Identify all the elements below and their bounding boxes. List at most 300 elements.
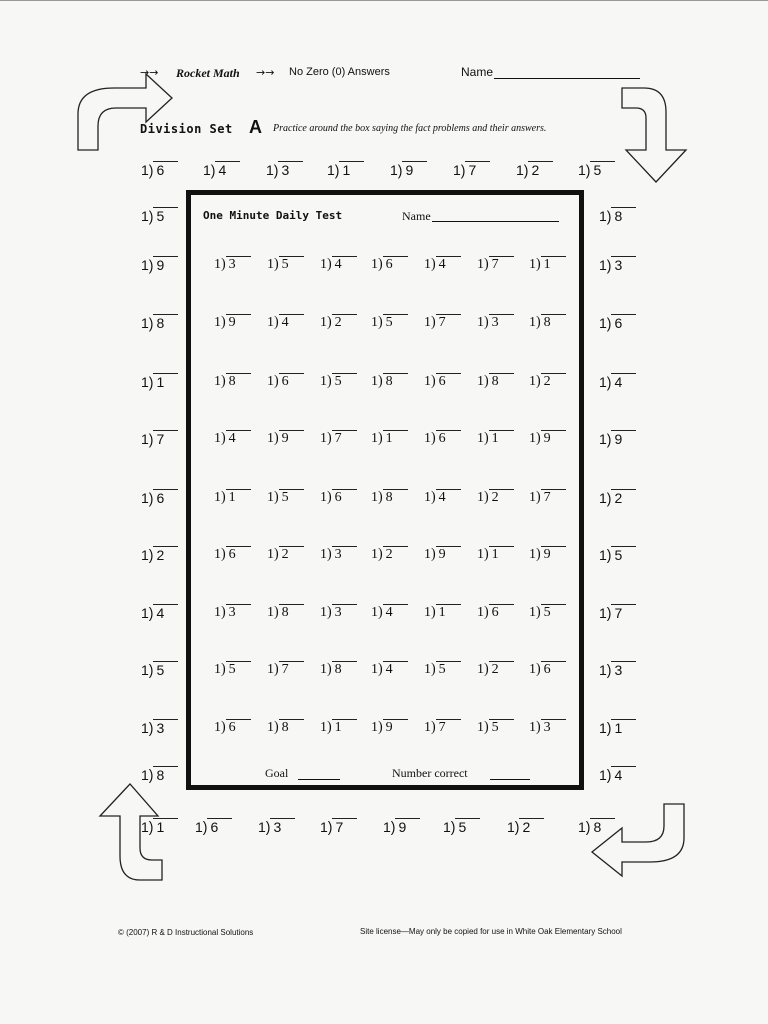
dividend: 1 [383, 430, 408, 447]
dividend: 8 [383, 373, 408, 390]
division-bracket: ) [378, 546, 383, 563]
problem-left [141, 204, 178, 224]
problem-right [599, 543, 636, 563]
dividend: 8 [226, 373, 251, 390]
test-problem [424, 370, 461, 390]
division-bracket: ) [327, 661, 332, 678]
number-correct-label: Number correct [392, 766, 468, 780]
dividend: 9 [402, 161, 427, 178]
division-bracket: ) [221, 314, 226, 331]
divisor: 1 [424, 605, 431, 620]
divisor: 1 [477, 720, 484, 735]
division-bracket: ) [536, 604, 541, 621]
dividend: 7 [279, 661, 304, 678]
division-bracket: ) [460, 161, 466, 179]
divisor: 1 [424, 257, 431, 272]
dividend: 7 [332, 818, 357, 835]
divisor: 1 [267, 720, 274, 735]
dividend: 7 [541, 489, 566, 506]
divisor: 1 [214, 257, 221, 272]
divisor: 1 [383, 819, 391, 835]
dividend: 5 [436, 661, 461, 678]
divisor: 1 [214, 374, 221, 389]
divisor: 1 [267, 257, 274, 272]
test-problem [214, 370, 251, 390]
division-bracket: ) [148, 604, 154, 622]
dividend: 6 [153, 161, 178, 178]
divisor: 1 [477, 662, 484, 677]
divisor: 1 [599, 547, 607, 563]
division-bracket: ) [484, 489, 489, 506]
division-bracket: ) [274, 546, 279, 563]
dividend: 1 [541, 256, 566, 273]
goal-field[interactable] [298, 779, 340, 780]
divisor: 1 [424, 720, 431, 735]
divisor: 1 [320, 257, 327, 272]
problem-bottom [258, 815, 295, 835]
divisor: 1 [267, 315, 274, 330]
division-bracket: ) [273, 161, 279, 179]
division-bracket: ) [274, 256, 279, 273]
dividend: 6 [436, 373, 461, 390]
division-bracket: ) [221, 256, 226, 273]
divisor: 1 [141, 490, 149, 506]
dividend: 6 [332, 489, 357, 506]
problem-bottom [507, 815, 544, 835]
division-bracket: ) [536, 489, 541, 506]
divisor: 1 [214, 547, 221, 562]
divisor: 1 [320, 819, 328, 835]
test-problem [477, 543, 514, 563]
problem-left [141, 763, 178, 783]
problem-left [141, 716, 178, 736]
division-bracket: ) [221, 430, 226, 447]
division-bracket: ) [536, 314, 541, 331]
dividend: 7 [332, 430, 357, 447]
dividend: 8 [541, 314, 566, 331]
dividend: 3 [153, 719, 178, 736]
divisor: 1 [477, 431, 484, 446]
problem-bottom [443, 815, 480, 835]
division-bracket: ) [327, 719, 332, 736]
dividend: 3 [611, 256, 636, 273]
test-name-field[interactable] [432, 221, 559, 222]
division-bracket: ) [484, 373, 489, 390]
division-bracket: ) [274, 719, 279, 736]
division-bracket: ) [148, 256, 154, 274]
dividend: 7 [465, 161, 490, 178]
dividend: 3 [226, 256, 251, 273]
test-problem [529, 311, 566, 331]
divisor: 1 [267, 662, 274, 677]
divisor: 1 [258, 819, 266, 835]
dividend: 9 [541, 546, 566, 563]
dividend: 8 [153, 766, 178, 783]
division-bracket: ) [274, 373, 279, 390]
division-bracket: ) [431, 430, 436, 447]
dividend: 9 [383, 719, 408, 736]
division-bracket: ) [265, 818, 271, 836]
rocket-arrow-icon: →→ [256, 66, 275, 79]
dividend: 8 [279, 604, 304, 621]
dividend: 7 [436, 314, 461, 331]
division-bracket: ) [606, 256, 612, 274]
divisor: 1 [141, 315, 149, 331]
division-bracket: ) [378, 373, 383, 390]
dividend: 4 [383, 604, 408, 621]
test-problem [320, 253, 357, 273]
dividend: 3 [226, 604, 251, 621]
test-problem [371, 486, 408, 506]
divisor: 1 [141, 257, 149, 273]
dividend: 5 [455, 818, 480, 835]
test-problem [214, 486, 251, 506]
test-problem [214, 601, 251, 621]
divisor: 1 [424, 315, 431, 330]
dividend: 7 [153, 430, 178, 447]
divisor: 1 [371, 490, 378, 505]
test-problem [477, 601, 514, 621]
dividend: 6 [436, 430, 461, 447]
dividend: 7 [489, 256, 514, 273]
division-bracket: ) [378, 604, 383, 621]
divisor: 1 [477, 374, 484, 389]
divisor: 1 [578, 162, 586, 178]
test-problem [424, 601, 461, 621]
division-bracket: ) [148, 489, 154, 507]
dividend: 9 [226, 314, 251, 331]
division-bracket: ) [148, 314, 154, 332]
divisor: 1 [599, 490, 607, 506]
license-text: Site license—May only be copied for use in White Oak Elementary School [360, 927, 622, 936]
dividend: 4 [611, 373, 636, 390]
divisor: 1 [266, 162, 274, 178]
divisor: 1 [371, 374, 378, 389]
division-bracket: ) [334, 161, 340, 179]
test-problem [424, 543, 461, 563]
divisor: 1 [214, 720, 221, 735]
divisor: 1 [599, 315, 607, 331]
dividend: 9 [541, 430, 566, 447]
curved-arrow-top-left-icon [74, 70, 176, 152]
divisor: 1 [578, 819, 586, 835]
dividend: 2 [519, 818, 544, 835]
test-problem [529, 253, 566, 273]
division-bracket: ) [327, 256, 332, 273]
divisor: 1 [320, 431, 327, 446]
dividend: 9 [279, 430, 304, 447]
dividend: 6 [226, 546, 251, 563]
division-bracket: ) [585, 818, 591, 836]
problem-right [599, 253, 636, 273]
divisor: 1 [529, 315, 536, 330]
division-bracket: ) [606, 207, 612, 225]
test-problem [267, 601, 304, 621]
test-problem [320, 370, 357, 390]
test-problem [424, 716, 461, 736]
divisor: 1 [599, 720, 607, 736]
division-bracket: ) [536, 719, 541, 736]
dividend: 2 [489, 661, 514, 678]
divisor: 1 [141, 208, 149, 224]
problem-top [578, 158, 615, 178]
page-top-edge [0, 0, 768, 1]
division-bracket: ) [148, 207, 154, 225]
problem-right [599, 601, 636, 621]
dividend: 3 [541, 719, 566, 736]
dividend: 7 [611, 604, 636, 621]
divisor: 1 [141, 767, 149, 783]
dividend: 1 [489, 546, 514, 563]
divisor: 1 [141, 162, 149, 178]
division-bracket: ) [327, 604, 332, 621]
division-bracket: ) [431, 604, 436, 621]
test-problem [267, 427, 304, 447]
divisor: 1 [267, 431, 274, 446]
dividend: 4 [279, 314, 304, 331]
test-problem [371, 716, 408, 736]
test-problem [529, 427, 566, 447]
divisor: 1 [214, 490, 221, 505]
worksheet-subtitle: No Zero (0) Answers [289, 66, 390, 78]
problem-right [599, 427, 636, 447]
division-bracket: ) [606, 719, 612, 737]
divisor: 1 [371, 605, 378, 620]
problem-left [141, 253, 178, 273]
dividend: 3 [270, 818, 295, 835]
name-field[interactable] [494, 78, 640, 79]
rocket-arrow-icon: →→ [140, 66, 159, 79]
dividend: 9 [436, 546, 461, 563]
test-problem [529, 601, 566, 621]
problem-bottom [141, 815, 178, 835]
dividend: 5 [279, 489, 304, 506]
problem-left [141, 486, 178, 506]
divisor: 1 [141, 547, 149, 563]
dividend: 1 [332, 719, 357, 736]
curved-arrow-bottom-right-icon [585, 800, 688, 880]
problem-bottom [578, 815, 615, 835]
divisor: 1 [529, 490, 536, 505]
divisor: 1 [529, 547, 536, 562]
divisor: 1 [477, 605, 484, 620]
set-label: Division Set [140, 122, 233, 136]
division-bracket: ) [484, 661, 489, 678]
dividend: 6 [207, 818, 232, 835]
divisor: 1 [529, 374, 536, 389]
divisor: 1 [529, 431, 536, 446]
divisor: 1 [214, 431, 221, 446]
set-instructions: Practice around the box saying the fact problems and their answers. [273, 123, 547, 134]
divisor: 1 [529, 662, 536, 677]
copyright-text: © (2007) R & D Instructional Solutions [118, 928, 254, 937]
test-problem [424, 311, 461, 331]
division-bracket: ) [484, 546, 489, 563]
test-problem [371, 543, 408, 563]
division-bracket: ) [431, 719, 436, 736]
worksheet-title: Rocket Math [176, 66, 240, 80]
problem-top [141, 158, 178, 178]
divisor: 1 [267, 605, 274, 620]
division-bracket: ) [378, 719, 383, 736]
division-bracket: ) [274, 430, 279, 447]
problem-right [599, 716, 636, 736]
division-bracket: ) [484, 314, 489, 331]
dividend: 8 [279, 719, 304, 736]
division-bracket: ) [606, 314, 612, 332]
dividend: 8 [153, 314, 178, 331]
dividend: 6 [541, 661, 566, 678]
division-bracket: ) [274, 314, 279, 331]
divisor: 1 [141, 431, 149, 447]
divisor: 1 [371, 547, 378, 562]
divisor: 1 [141, 662, 149, 678]
test-title: One Minute Daily Test [203, 209, 343, 222]
division-bracket: ) [431, 314, 436, 331]
dividend: 3 [489, 314, 514, 331]
problem-top [390, 158, 427, 178]
divisor: 1 [390, 162, 398, 178]
divisor: 1 [424, 490, 431, 505]
dividend: 4 [611, 766, 636, 783]
problem-bottom [320, 815, 357, 835]
problem-right [599, 658, 636, 678]
divisor: 1 [453, 162, 461, 178]
divisor: 1 [424, 431, 431, 446]
dividend: 5 [153, 661, 178, 678]
dividend: 8 [332, 661, 357, 678]
dividend: 8 [590, 818, 615, 835]
divisor: 1 [320, 547, 327, 562]
division-bracket: ) [148, 719, 154, 737]
dividend: 5 [383, 314, 408, 331]
divisor: 1 [507, 819, 515, 835]
test-problem [371, 601, 408, 621]
divisor: 1 [424, 547, 431, 562]
set-letter: A [249, 117, 262, 137]
problem-right [599, 763, 636, 783]
dividend: 5 [611, 546, 636, 563]
divisor: 1 [371, 662, 378, 677]
dividend: 1 [153, 373, 178, 390]
division-bracket: ) [536, 430, 541, 447]
dividend: 5 [153, 207, 178, 224]
test-problem [529, 543, 566, 563]
test-problem [477, 253, 514, 273]
dividend: 7 [436, 719, 461, 736]
test-problem [477, 486, 514, 506]
test-problem [214, 253, 251, 273]
division-bracket: ) [606, 661, 612, 679]
test-problem [320, 716, 357, 736]
division-bracket: ) [221, 373, 226, 390]
test-problem [477, 716, 514, 736]
division-bracket: ) [431, 661, 436, 678]
divisor: 1 [320, 605, 327, 620]
division-bracket: ) [327, 314, 332, 331]
problem-right [599, 486, 636, 506]
dividend: 1 [611, 719, 636, 736]
dividend: 9 [395, 818, 420, 835]
dividend: 5 [541, 604, 566, 621]
divisor: 1 [477, 547, 484, 562]
dividend: 5 [279, 256, 304, 273]
problem-top [327, 158, 364, 178]
problem-top [266, 158, 303, 178]
division-bracket: ) [606, 766, 612, 784]
division-bracket: ) [378, 661, 383, 678]
division-bracket: ) [274, 604, 279, 621]
dividend: 4 [383, 661, 408, 678]
problem-bottom [383, 815, 420, 835]
divisor: 1 [320, 315, 327, 330]
dividend: 4 [436, 489, 461, 506]
division-bracket: ) [606, 489, 612, 507]
divisor: 1 [141, 374, 149, 390]
problem-right [599, 311, 636, 331]
test-problem [320, 658, 357, 678]
dividend: 3 [332, 604, 357, 621]
problem-top [516, 158, 553, 178]
divisor: 1 [371, 720, 378, 735]
division-bracket: ) [397, 161, 403, 179]
test-problem [214, 311, 251, 331]
division-bracket: ) [327, 489, 332, 506]
problem-right [599, 370, 636, 390]
test-problem [320, 601, 357, 621]
test-problem [424, 253, 461, 273]
division-bracket: ) [378, 489, 383, 506]
test-problem [371, 311, 408, 331]
divisor: 1 [599, 605, 607, 621]
dividend: 6 [611, 314, 636, 331]
test-problem [320, 311, 357, 331]
dividend: 4 [226, 430, 251, 447]
divisor: 1 [529, 257, 536, 272]
division-bracket: ) [585, 161, 591, 179]
division-bracket: ) [378, 314, 383, 331]
test-problem [267, 658, 304, 678]
test-problem [371, 253, 408, 273]
number-correct-field[interactable] [490, 779, 530, 780]
test-problem [529, 486, 566, 506]
division-bracket: ) [536, 546, 541, 563]
dividend: 3 [611, 661, 636, 678]
division-bracket: ) [148, 546, 154, 564]
division-bracket: ) [148, 373, 154, 391]
division-bracket: ) [484, 430, 489, 447]
dividend: 1 [436, 604, 461, 621]
test-problem [267, 253, 304, 273]
test-problem [424, 658, 461, 678]
division-bracket: ) [431, 373, 436, 390]
division-bracket: ) [484, 719, 489, 736]
problem-top [203, 158, 240, 178]
division-bracket: ) [148, 766, 154, 784]
name-label: Name [461, 65, 494, 79]
dividend: 5 [489, 719, 514, 736]
divisor: 1 [203, 162, 211, 178]
test-problem [477, 658, 514, 678]
divisor: 1 [529, 605, 536, 620]
problem-left [141, 601, 178, 621]
test-problem [214, 716, 251, 736]
divisor: 1 [214, 605, 221, 620]
division-bracket: ) [327, 430, 332, 447]
divisor: 1 [327, 162, 335, 178]
divisor: 1 [320, 720, 327, 735]
dividend: 8 [611, 207, 636, 224]
